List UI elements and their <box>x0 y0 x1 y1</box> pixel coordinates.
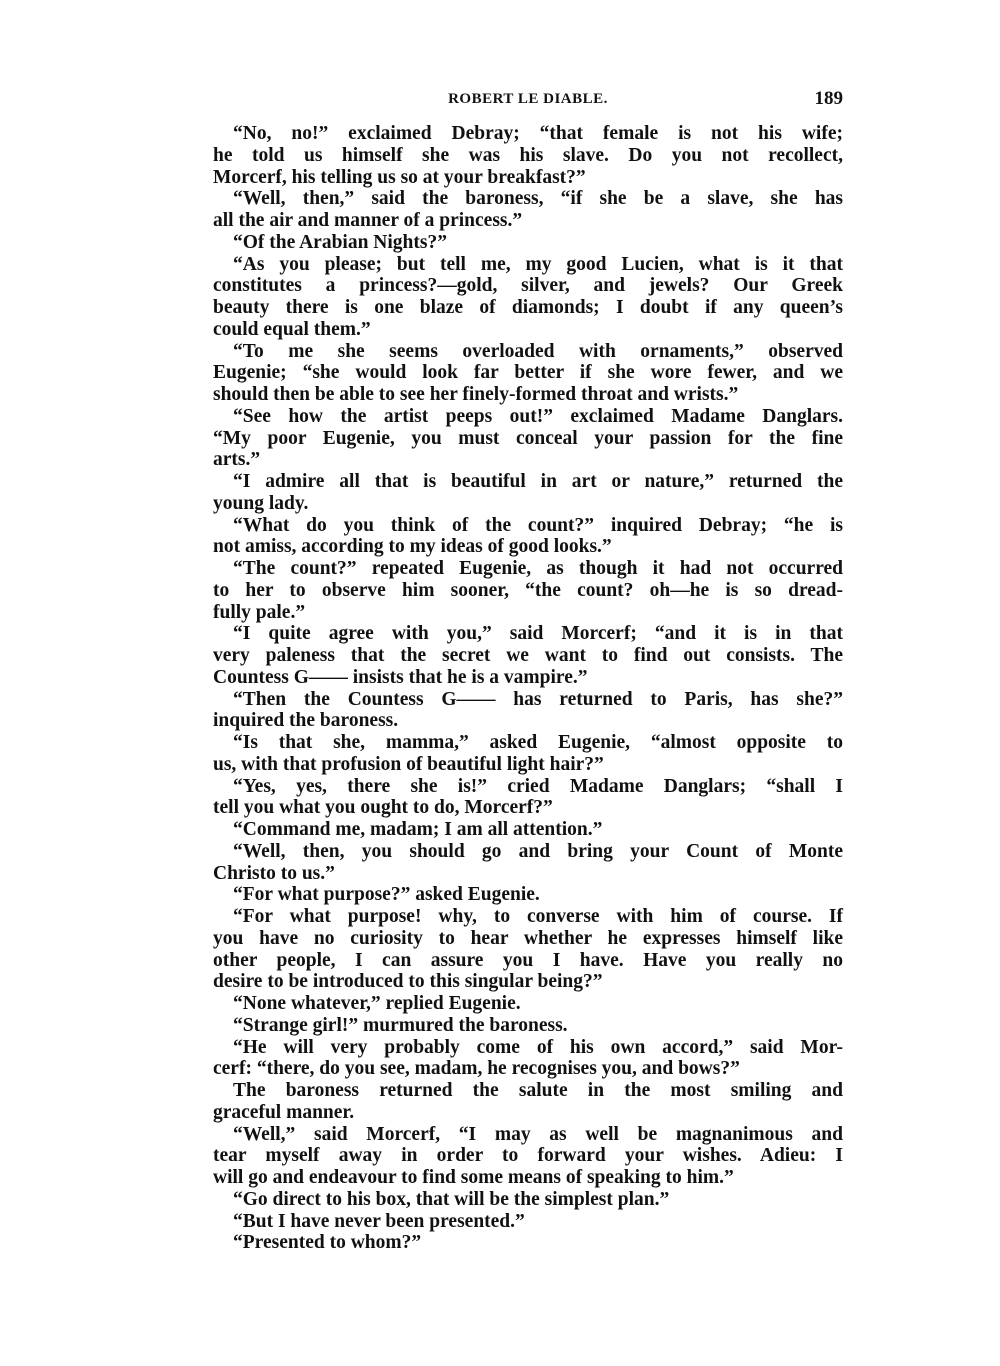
text-line: “Presented to whom?” <box>233 1232 422 1254</box>
text-line: “My poor Eugenie, you must conceal your passion for the fine <box>213 427 843 449</box>
text-line: “I quite agree with you,” said Morcerf; “and it is in that <box>233 623 843 645</box>
text-line: “I admire all that is beautiful in art or nature,” returned the <box>233 471 843 492</box>
paragraph <box>213 558 843 623</box>
text-line: “Well, then, you should go and bring your Count of Monte <box>233 840 843 862</box>
paragraph <box>213 732 843 776</box>
paragraph <box>213 1189 843 1211</box>
paragraph <box>213 406 843 471</box>
text-line: us, with that profusion of beautiful light hair?” <box>213 753 604 775</box>
paragraph <box>213 841 843 885</box>
body-text <box>213 123 843 1254</box>
text-line: “See how the artist peeps out!” exclaimed Madame Danglars. <box>233 405 843 427</box>
paragraph <box>213 471 843 515</box>
text-line: all the air and manner of a princess.” <box>213 210 523 231</box>
text-line: desire to be introduced to this singular being?” <box>213 971 603 993</box>
paragraph <box>213 1037 843 1081</box>
paragraph <box>213 188 843 232</box>
text-line: “The count?” repeated Eugenie, as though it had not occurred <box>233 558 843 579</box>
text-line: very paleness that the secret we want to find out consists. The <box>213 645 843 666</box>
text-line: Countess G—— insists that he is a vampire.” <box>213 666 588 688</box>
text-line: cerf: “there, do you see, madam, he recognises you, and bows?” <box>213 1058 740 1080</box>
text-line: Eugenie; “she would look far better if she wore fewer, and we <box>213 362 843 384</box>
paragraph <box>213 1211 843 1233</box>
text-line: “None whatever,” replied Eugenie. <box>233 993 521 1014</box>
paragraph <box>213 123 843 188</box>
page-number: 189 <box>814 88 843 109</box>
paragraph <box>213 819 843 841</box>
text-line: fully pale.” <box>213 601 306 623</box>
text-line: inquired the baroness. <box>213 710 399 732</box>
text-line: “Well, then,” said the baroness, “if she be a slave, she has <box>233 188 843 210</box>
text-line: “But I have never been presented.” <box>233 1210 525 1232</box>
text-line: could equal them.” <box>213 318 371 340</box>
text-line: “To me she seems overloaded with ornaments,” observed <box>233 340 843 362</box>
text-line: he told us himself she was his slave. Do you not recollect, <box>213 144 843 166</box>
text-line: should then be able to see her finely-formed throat and wrists.” <box>213 384 739 405</box>
paragraph <box>213 341 843 406</box>
text-line: arts.” <box>213 449 261 471</box>
text-line: “No, no!” exclaimed Debray; “that female is not his wife; <box>233 123 843 144</box>
text-line: “Well,” said Morcerf, “I may as well be magnanimous and <box>233 1123 843 1145</box>
text-line: The baroness returned the salute in the most smiling and <box>233 1080 843 1101</box>
text-line: not amiss, according to my ideas of good looks.” <box>213 536 612 558</box>
text-line: other people, I can assure you I have. Have you really no <box>213 949 843 971</box>
paragraph <box>213 1015 843 1037</box>
text-line: Christo to us.” <box>213 862 335 884</box>
text-line: “Strange girl!” murmured the baroness. <box>233 1014 568 1036</box>
text-line: you have no curiosity to hear whether he expresses himself like <box>213 927 843 949</box>
paragraph <box>213 884 843 906</box>
text-line: “Of the Arabian Nights?” <box>233 231 447 253</box>
text-line: “What do you think of the count?” inquired Debray; “he is <box>233 514 843 536</box>
text-line: “Yes, yes, there she is!” cried Madame Danglars; “shall I <box>233 775 843 797</box>
paragraph <box>213 906 843 993</box>
paragraph <box>213 993 843 1015</box>
paragraph <box>213 1080 843 1124</box>
paragraph <box>213 1232 843 1254</box>
text-line: “As you please; but tell me, my good Lucien, what is it that <box>233 253 843 275</box>
text-line: “Go direct to his box, that will be the simplest plan.” <box>233 1188 670 1210</box>
text-line: “For what purpose! why, to converse with him of course. If <box>233 906 843 927</box>
text-line: “He will very probably come of his own accord,” said Mor- <box>233 1036 843 1058</box>
paragraph <box>213 1124 843 1189</box>
paragraph <box>213 232 843 254</box>
text-line: “Then the Countess G—— has returned to Paris, has she?” <box>233 688 843 710</box>
text-line: “For what purpose?” asked Eugenie. <box>233 884 540 906</box>
text-line: graceful manner. <box>213 1101 355 1123</box>
paragraph <box>213 515 843 559</box>
paragraph <box>213 776 843 820</box>
text-line: will go and endeavour to find some means of speaking to him.” <box>213 1167 734 1188</box>
text-line: young lady. <box>213 492 309 514</box>
running-title: ROBERT LE DIABLE. <box>448 91 608 107</box>
text-line: tear myself away in order to forward your wishes. Adieu: I <box>213 1145 843 1167</box>
text-line: constitutes a princess?—gold, silver, and jewels? Our Greek <box>213 275 843 297</box>
text-line: “Is that she, mamma,” asked Eugenie, “almost opposite to <box>233 732 843 753</box>
paragraph <box>213 623 843 688</box>
paragraph <box>213 254 843 341</box>
text-line: to her to observe him sooner, “the count? oh—he is so dread- <box>213 579 843 601</box>
text-line: beauty there is one blaze of diamonds; I doubt if any queen’s <box>213 297 843 318</box>
paragraph <box>213 689 843 733</box>
text-line: “Command me, madam; I am all attention.” <box>233 819 603 840</box>
text-line: Morcerf, his telling us so at your breakfast?” <box>213 166 586 188</box>
text-line: tell you what you ought to do, Morcerf?” <box>213 797 553 819</box>
page-header <box>213 88 843 112</box>
